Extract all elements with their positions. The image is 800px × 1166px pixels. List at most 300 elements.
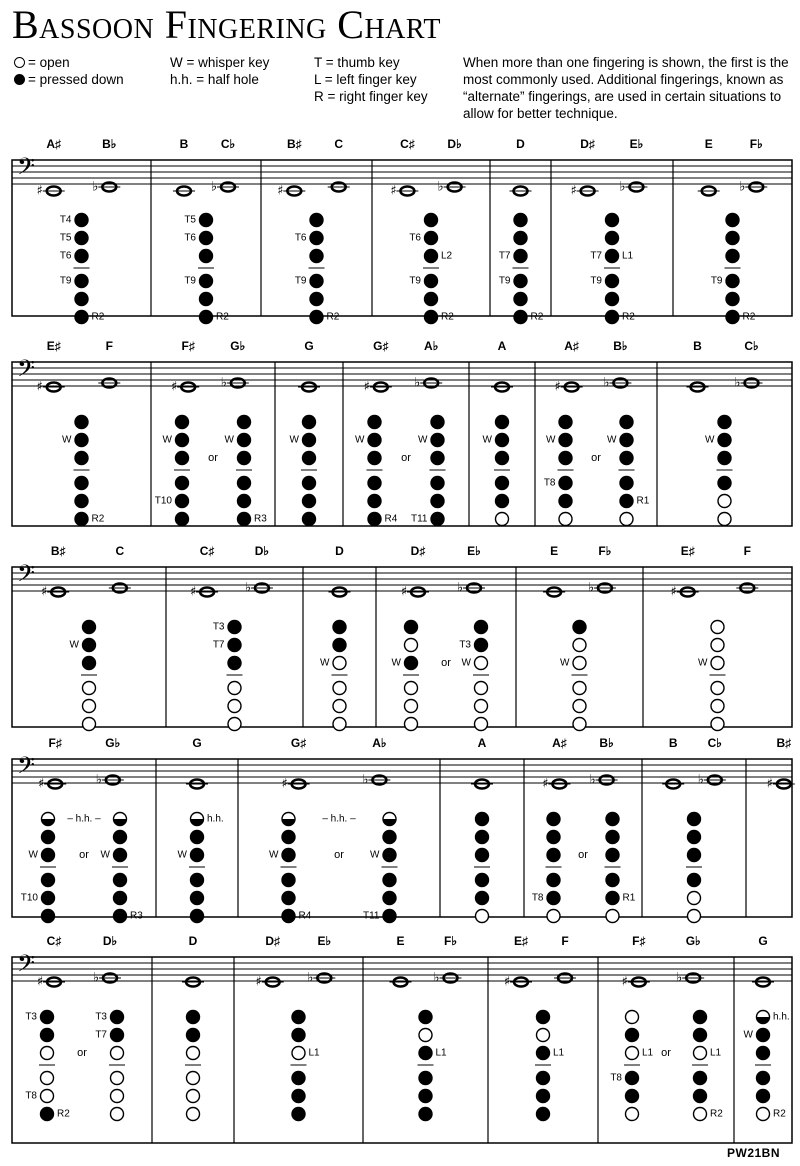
closed-hole-icon [75,416,88,429]
closed-hole-icon [405,621,418,634]
open-hole-icon [111,1072,124,1085]
sharp-icon: ♯ [766,776,773,792]
closed-hole-icon [425,275,438,288]
fingering-diagram [535,1011,551,1121]
note-name: C [334,137,344,152]
closed-hole-icon [310,214,323,227]
key-label: W [482,434,492,446]
closed-hole-icon [176,416,189,429]
closed-hole-icon [333,621,346,634]
closed-hole-icon [310,311,323,324]
flat-icon: ♭ [697,772,704,788]
closed-hole-icon [431,495,444,508]
note-name: C♭ [220,137,236,152]
note-name: A♯ [552,736,567,751]
closed-hole-icon [238,452,251,465]
closed-hole-icon [419,1047,432,1060]
sharp-icon: ♯ [41,584,48,600]
flat-icon: ♭ [362,772,369,788]
sharp-icon: ♯ [554,379,561,395]
bass-clef-icon: 𝄢 [16,751,36,785]
closed-hole-icon [620,434,633,447]
note-name: D♭ [447,137,462,152]
key-label: W [355,434,365,446]
open-hole-icon [187,1047,200,1060]
open-hole-icon [688,910,701,923]
fingering-diagram [692,1011,708,1121]
closed-hole-icon [75,434,88,447]
fingering-cell [47,584,131,731]
open-hole-icon [187,1072,200,1085]
closed-hole-icon [425,293,438,306]
note-name: G♭ [230,339,246,354]
legend-right-finger: R = right finger key [314,89,428,104]
sharp-icon: ♯ [670,584,677,600]
key-label: L1 [553,1047,565,1059]
or-label: or [661,1046,671,1059]
note-name: G♭ [105,736,121,751]
closed-hole-icon [620,452,633,465]
closed-hole-icon [303,452,316,465]
closed-hole-icon [383,892,396,905]
note-name: B♭ [599,736,614,751]
fingering-diagram [423,214,439,324]
flat-icon: ♭ [739,179,746,195]
open-hole-icon [187,1090,200,1103]
key-label: T11 [363,910,380,922]
note-name: B [179,137,189,152]
sharp-icon: ♯ [390,183,397,199]
closed-hole-icon [431,477,444,490]
closed-hole-icon [114,874,127,887]
or-label: or [208,451,218,464]
closed-hole-icon [42,910,55,923]
note-name: C♭ [744,339,759,354]
or-label: or [401,451,411,464]
fingering-diagram [474,813,490,923]
open-hole-icon [475,657,488,670]
note-name: E♭ [629,137,644,152]
note-name: G [192,736,202,751]
closed-hole-icon [757,1047,770,1060]
open-hole-icon [694,1108,707,1121]
key-label: W [607,434,617,446]
closed-hole-icon [303,416,316,429]
closed-hole-icon [238,434,251,447]
key-label: W [743,1029,753,1041]
open-hole-icon [333,718,346,731]
closed-hole-icon [383,910,396,923]
key-label: R4 [298,910,312,922]
flat-icon: ♭ [587,580,594,596]
or-label: or [441,656,451,669]
key-label: W [705,434,715,446]
open-hole-icon [228,700,241,713]
fingering-diagram [189,813,205,923]
closed-hole-icon [626,1090,639,1103]
fingering-diagram [81,621,97,731]
fingering-diagram [367,416,383,526]
closed-hole-icon [425,250,438,263]
flat-icon: ♭ [734,375,741,391]
closed-hole-icon [191,874,204,887]
fingering-diagram [39,1011,55,1121]
closed-hole-icon [547,874,560,887]
note-name: D [335,544,344,559]
closed-hole-icon [292,1090,305,1103]
open-hole-icon [228,718,241,731]
note-name: F [105,339,113,354]
closed-hole-icon [694,1072,707,1085]
note-name: A [497,339,507,354]
note-name: C♭ [707,736,722,751]
fingering-cell [642,759,726,923]
note-name: D♯ [580,137,595,152]
closed-hole-icon [425,214,438,227]
closed-hole-icon [718,452,731,465]
closed-hole-icon [606,293,619,306]
legend-left-finger: L = left finger key [314,72,417,87]
note-name: D♭ [254,544,270,559]
key-label: T3 [212,621,225,633]
closed-hole-icon [718,416,731,429]
closed-hole-icon [238,495,251,508]
key-label: T9 [409,275,421,287]
fingering-cell [643,567,758,731]
note-name: G [304,339,314,354]
open-hole-icon [475,700,488,713]
closed-hole-icon [606,874,619,887]
fingering-diagram [236,416,252,526]
closed-hole-icon [496,434,509,447]
sharp-icon: ♯ [38,776,45,792]
fingering-cell [238,759,398,923]
closed-hole-icon [606,275,619,288]
open-hole-icon [620,513,633,526]
note-name: C♯ [199,544,215,559]
open-hole-icon [292,1047,305,1060]
closed-hole-icon [419,1011,432,1024]
fingering-diagram [572,621,588,731]
closed-hole-icon [620,495,633,508]
fingering-cell [440,759,493,923]
note-name: D [516,137,525,152]
open-hole-icon [626,1011,639,1024]
key-label: T9 [59,275,72,287]
note-name: F♯ [181,339,195,354]
open-hole-icon [333,682,346,695]
fingering-diagram [185,1011,201,1121]
closed-hole-icon [238,513,251,526]
closed-hole-icon [114,849,127,862]
half-hole-label: – h.h. – [322,813,356,825]
key-label: W [100,849,110,861]
closed-hole-icon [200,293,213,306]
sharp-icon: ♯ [570,183,577,199]
closed-hole-icon [431,513,444,526]
open-hole-icon [41,1072,54,1085]
note-name: A♭ [424,339,439,354]
note-name: F♭ [749,137,763,152]
or-label: or [334,848,344,861]
fingering-row [12,957,792,1143]
fingering-cell [156,759,208,923]
open-hole-icon [573,700,586,713]
closed-hole-icon [368,434,381,447]
closed-hole-icon [475,639,488,652]
note-name: F♭ [444,934,457,949]
fingering-diagram [198,214,214,324]
key-label: R2 [773,1108,786,1120]
key-label: T5 [184,214,196,226]
key-label: T10 [20,892,38,904]
closed-hole-icon [228,621,241,634]
key-label: L1 [435,1047,447,1059]
key-label: W [698,657,708,669]
closed-hole-icon [75,293,88,306]
closed-hole-icon [559,452,572,465]
note-name: C♯ [400,137,415,152]
fingering-diagram [494,416,510,526]
fingering-diagram [74,416,90,526]
row-frame [12,957,792,1143]
closed-hole-icon [559,416,572,429]
key-label: R3 [130,910,143,922]
closed-hole-icon [559,434,572,447]
flat-icon: ♭ [433,970,440,986]
row-frame [12,362,792,526]
legend-open-text: = open [28,55,70,70]
closed-hole-icon [606,813,619,826]
closed-hole-icon [688,813,701,826]
fingering-cell [376,567,489,731]
closed-hole-icon [292,1029,305,1042]
fingering-diagram [624,1011,640,1121]
key-label: R2 [57,1108,70,1120]
row-frame [12,160,792,316]
closed-hole-icon [383,849,396,862]
fingering-cell [234,957,335,1143]
open-hole-icon [694,1047,707,1060]
closed-hole-icon [200,250,213,263]
open-hole-icon [187,1108,200,1121]
key-label: R4 [384,513,398,525]
open-hole-icon [711,718,724,731]
closed-hole-icon [726,293,739,306]
legend-open [14,54,124,71]
fingering-diagram [710,621,726,731]
closed-hole-icon [41,1029,54,1042]
fingering-diagram [174,416,190,526]
sharp-icon: ♯ [36,183,43,199]
fingering-cell [43,183,121,324]
closed-hole-icon [75,275,88,288]
closed-hole-icon [368,477,381,490]
closed-hole-icon [176,495,189,508]
fingering-diagram [40,813,56,923]
key-label: T8 [610,1072,622,1084]
open-hole-icon [559,513,572,526]
closed-hole-icon [368,495,381,508]
key-label: T8 [531,892,544,904]
closed-hole-icon [547,892,560,905]
bass-clef-icon: 𝄢 [16,354,36,388]
open-hole-icon [475,682,488,695]
closed-hole-icon [111,1011,124,1024]
note-name: A♭ [372,736,387,751]
closed-hole-icon [537,1011,550,1024]
key-label: W [320,657,330,669]
half-hole-label: – h.h. – [67,813,101,825]
fingering-row [12,362,792,526]
open-hole-icon [228,682,241,695]
closed-hole-icon [626,1072,639,1085]
closed-hole-icon [368,513,381,526]
closed-hole-icon [303,495,316,508]
note-name: D♭ [102,934,118,949]
closed-hole-icon [176,513,189,526]
fingering-cell [516,567,616,731]
note-name: B♯ [776,736,792,751]
note-name: F♯ [632,934,646,949]
closed-hole-icon [537,1072,550,1085]
closed-hole-icon [83,621,96,634]
open-hole-icon [83,700,96,713]
note-name: D♯ [265,934,281,949]
closed-hole-icon [405,657,418,670]
closed-hole-icon [111,1029,124,1042]
key-label: L1 [622,250,634,262]
closed-hole-icon [75,477,88,490]
key-label: W [370,849,380,861]
sharp-icon: ♯ [621,974,628,990]
closed-hole-icon [42,892,55,905]
fingering-cell [363,957,462,1143]
closed-hole-icon [200,214,213,227]
or-label: or [77,1046,87,1059]
fingering-diagram [604,214,620,324]
key-label: T5 [59,232,72,244]
legend-symbols [14,54,124,88]
closed-hole-icon [187,1011,200,1024]
closed-hole-icon [496,416,509,429]
closed-hole-icon [718,477,731,490]
open-hole-icon [757,1108,770,1121]
open-hole-icon [83,682,96,695]
key-label: W [546,434,556,446]
closed-hole-icon [310,293,323,306]
closed-hole-icon [191,910,204,923]
closed-hole-icon [176,452,189,465]
closed-hole-icon [726,275,739,288]
open-hole-icon [333,700,346,713]
closed-hole-icon [228,639,241,652]
closed-hole-icon [42,874,55,887]
flat-icon: ♭ [676,970,683,986]
closed-hole-icon [547,813,560,826]
closed-hole-icon [726,311,739,324]
closed-hole-icon [726,232,739,245]
fingering-diagram [109,1011,125,1121]
closed-hole-icon [383,831,396,844]
closed-hole-icon [476,892,489,905]
closed-hole-icon [292,1108,305,1121]
closed-hole-icon [757,1072,770,1085]
closed-hole-icon [114,910,127,923]
fingering-cell [303,567,351,731]
flat-icon: ♭ [220,375,227,391]
flat-icon: ♭ [414,375,421,391]
key-label: T4 [59,214,72,226]
flat-icon: ♭ [603,375,610,391]
fingering-diagram [112,813,128,923]
key-label: R2 [91,513,105,525]
closed-hole-icon [475,621,488,634]
key-label: T3 [95,1011,107,1023]
open-hole-icon [711,639,724,652]
key-label: R2 [91,311,105,323]
closed-hole-icon [547,849,560,862]
fingering-diagram [291,1011,307,1121]
fingering-diagram [619,416,635,526]
note-name: G♯ [373,339,389,354]
closed-hole-icon [514,250,527,263]
note-name: B [693,339,702,354]
note-name: A♯ [46,137,62,152]
note-name: E [550,544,559,559]
open-hole-icon [419,1029,432,1042]
closed-hole-icon [620,477,633,490]
closed-hole-icon [514,214,527,227]
closed-hole-icon [14,74,25,85]
closed-hole-icon [431,434,444,447]
closed-hole-icon [726,250,739,263]
open-hole-icon [711,657,724,670]
note-name: F [743,544,751,559]
closed-hole-icon [476,813,489,826]
open-hole-icon [606,910,619,923]
or-label: or [591,451,601,464]
legend-pressed-text: = pressed down [28,72,124,87]
closed-hole-icon [310,275,323,288]
fingering-cell [43,379,121,526]
closed-hole-icon [176,477,189,490]
closed-hole-icon [606,831,619,844]
note-name: F♭ [598,544,612,559]
closed-hole-icon [606,250,619,263]
open-hole-icon [475,718,488,731]
closed-hole-icon [514,232,527,245]
fingering-diagram [725,214,741,324]
key-label: T10 [154,495,172,507]
closed-hole-icon [425,311,438,324]
closed-hole-icon [42,831,55,844]
closed-hole-icon [606,892,619,905]
fingering-diagram [281,813,297,923]
sharp-icon: ♯ [542,776,549,792]
closed-hole-icon [726,214,739,227]
key-label: R1 [636,495,650,507]
key-label: W [461,657,471,669]
note-name: E♭ [317,934,332,949]
fingering-diagram [430,416,446,526]
open-hole-icon [476,910,489,923]
key-label: T11 [411,513,428,525]
note-name: A♯ [564,339,579,354]
flat-icon: ♭ [244,580,251,596]
closed-hole-icon [757,1090,770,1103]
closed-hole-icon [496,477,509,490]
